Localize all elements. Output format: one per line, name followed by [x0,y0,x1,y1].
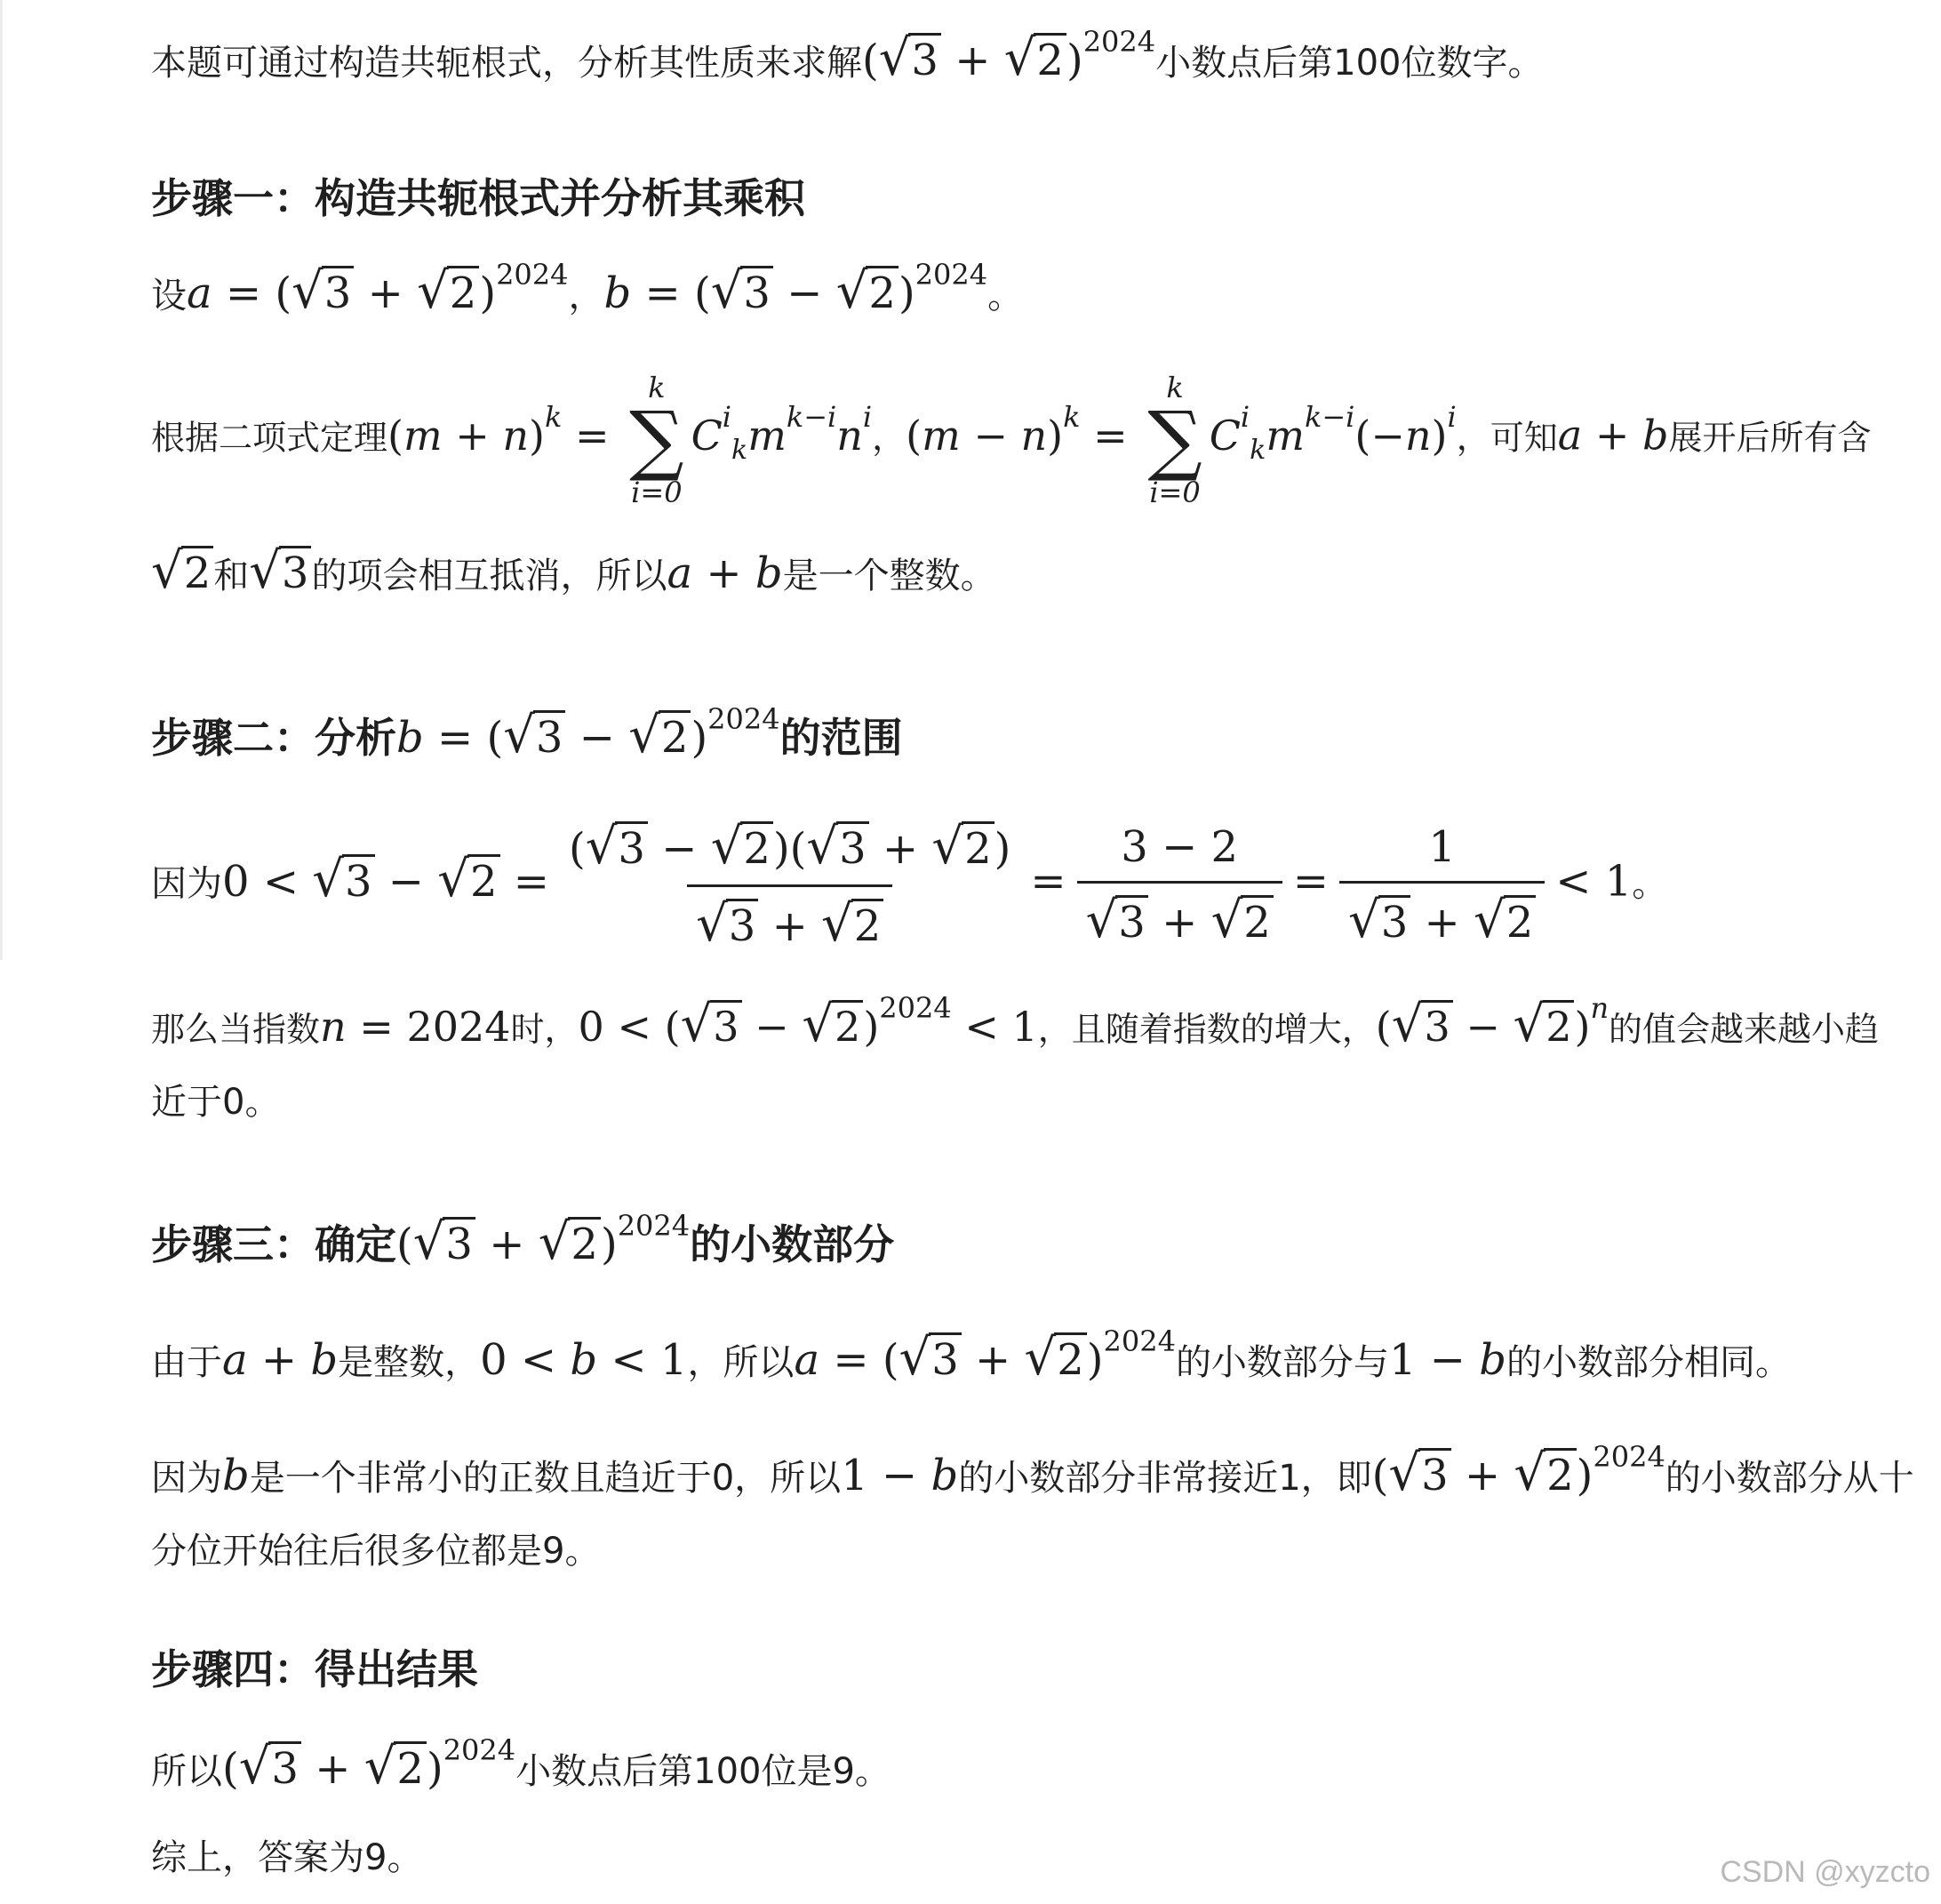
step3-line2: 因为b是一个非常小的正数且趋近于0，所以1 − b的小数部分非常接近1，即$(√3 + √2)^{2024}$的小数部分从十 [151,1440,1914,1502]
fraction-1: $\frac{(√3 - √2)(√3 + √2)}{√3 + √2}$ [569,818,1011,953]
fraction-3: $\frac{1}{√3 + √2}$ [1339,826,1545,946]
step3-line1: 由于a + b是整数，0 < b < 1，所以$a = (√3 + √2)^{2024}$的小数部分与1 − b的小数部分相同。 [151,1324,1791,1387]
intro-line [151,25,1544,87]
step1-definition: 设$a = (√3 + √2)^{2024}$，$b = (√3 - √2)^{2024}$。 [151,258,1024,320]
step1-heading: 步骤一：构造共轭根式并分析其乘积 [151,174,805,222]
step2-exponent-line: 那么当指数n = 2024时，$0 < (√3 - √2)^{2024} < 1$，且随着指数的增大，$(√3 - √2)^n$的值会越来越小趋 [151,991,1880,1053]
final-answer: 综上，答案为9。 [151,1837,423,1878]
step4-result: 所以$(√3 + √2)^{2024}$小数点后第100位是9。 [151,1733,891,1796]
intro-text-end: 小数点后第100位数字。 [1155,43,1544,84]
fraction-2: $\frac{3 - 2}{√3 + √2}$ [1077,826,1282,946]
sum-symbol: k ∑ i=0 [629,371,684,509]
step2-fraction-line: 因为0 < √3 − √2 = $\frac{(√3 - √2)(√3 + √2)}{√3 + √2}$ = $\frac{3 - 2}{√3 + √2}$ = $\frac{1}{√3 + √2}$ < 1。 [151,818,1668,953]
step1-conclusion: √2和√3的项会相互抵消，所以a + b是一个整数。 [151,542,996,600]
step3-heading: 步骤三：确定$(√3 + √2)^{2024}$的小数部分 [151,1209,895,1271]
left-border [0,0,3,960]
intro-text: 本题可通过构造共轭根式，分析其性质来求解 [151,43,862,84]
expr-sum-power: $(√3 + √2)^{2024}$ [862,25,1156,87]
step2-tail: 近于0。 [151,1082,281,1123]
step2-heading: 步骤二：分析$b = (√3 - √2)^{2024}$的范围 [151,702,903,764]
step4-heading: 步骤四：得出结果 [151,1645,478,1693]
watermark: CSDN @xyzcto [1720,1855,1930,1889]
sum-symbol: k ∑ i=0 [1147,371,1202,509]
step1-binomial: 根据二项式定理$(m + n)^k$ = k ∑ i=0 $C^i_km^{k-i}n^i$，$(m - n)^k$ = k ∑ i=0 $C^i_km^{k-i}(-n)^i$，可知a + b展开后所有含 [151,371,1872,509]
step3-line3: 分位开始往后很多位都是9。 [151,1531,601,1572]
